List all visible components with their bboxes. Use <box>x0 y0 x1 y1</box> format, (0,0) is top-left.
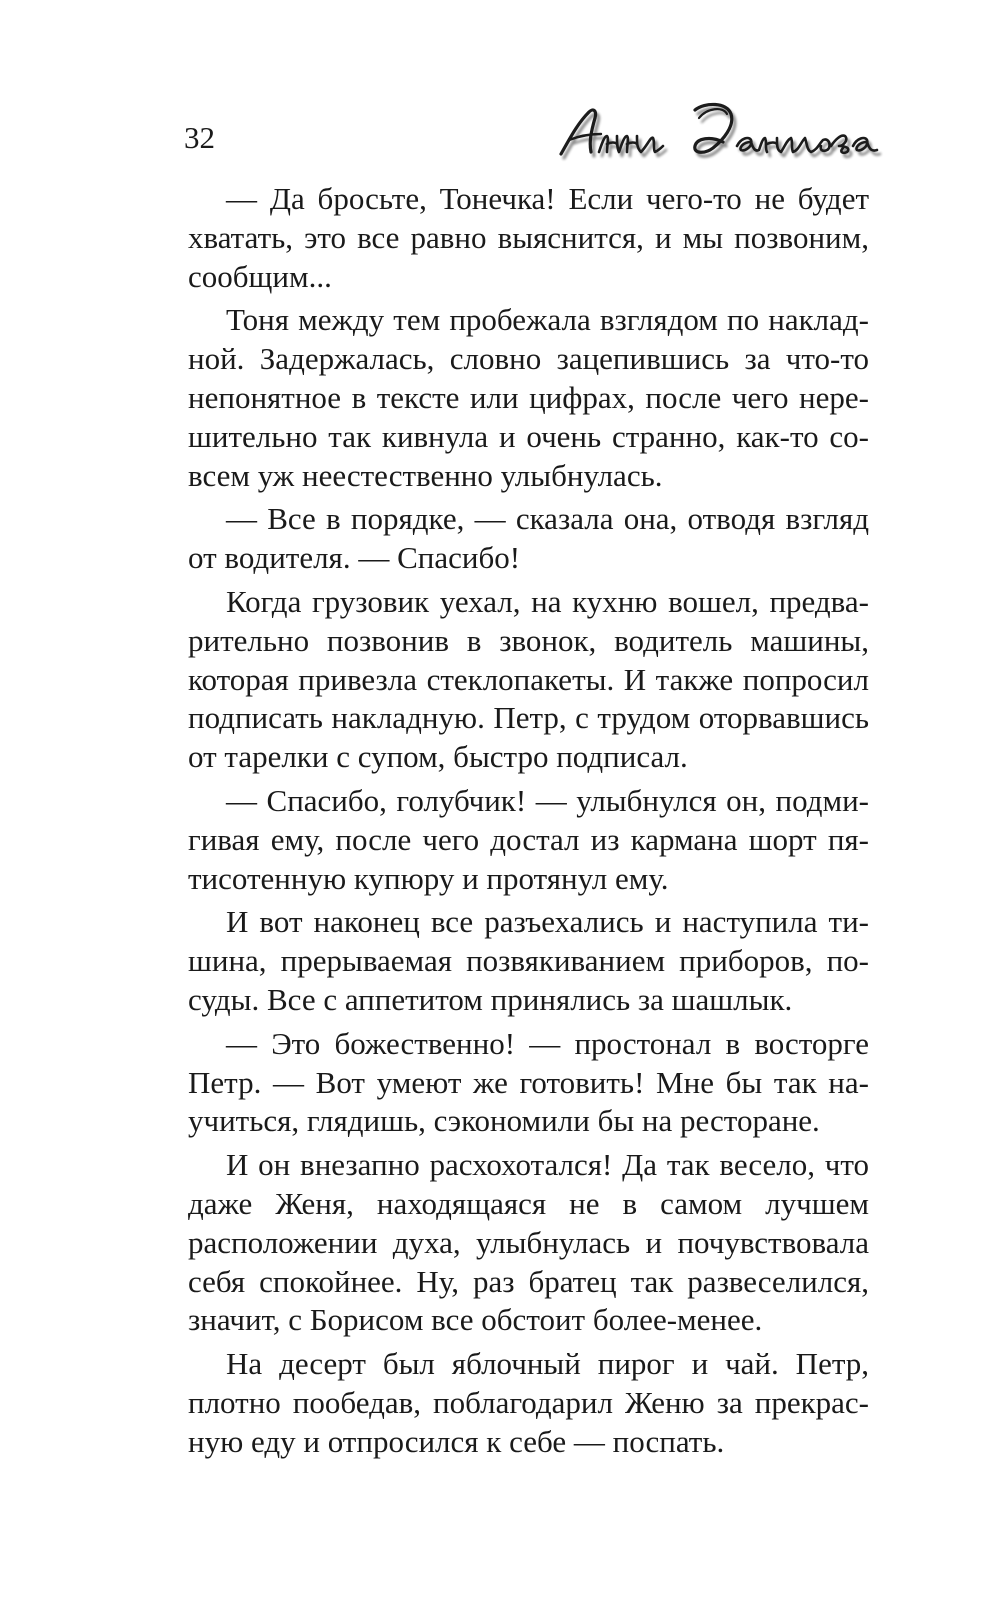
page-body <box>188 180 869 1462</box>
page-number: 32 <box>184 120 215 155</box>
paragraph: — Это божественно! — простонал в восторге Петр. — Вот умеют же готовить! Мне бы так научиться, глядишь, сэкономили бы на ресторане. <box>188 1025 869 1139</box>
author-name-logo <box>555 96 885 176</box>
paragraph: — Спасибо, голубчик! — улыбнулся он, подмигивая ему, после чего достал из кармана шорт пятисотенную купюру и протянул ему. <box>188 782 869 896</box>
paragraph: — Все в порядке, — сказала она, отводя взгляд от водителя. — Спасибо! <box>188 501 869 576</box>
paragraph: Тоня между тем пробежала взглядом по накладной. Задержалась, словно зацепившись за что-то непонятное в тексте или цифрах, после чего нерешительно так кивнула и очень странно, как-то совсем уж неестественно улыбнулась. <box>188 302 869 493</box>
paragraph: И вот наконец все разъехались и наступила тишина, прерываемая позвякиванием приборов, посуды. Все с аппетитом принялись за шашлык. <box>188 904 869 1017</box>
paragraph: — Да бросьте, Тонечка! Если чего-то не будет хватать, это все равно выяснится, и мы позвоним, сообщим... <box>188 181 869 294</box>
paragraph: Когда грузовик уехал, на кухню вошел, предварительно позвонив в звонок, водитель машины, которая привезла стеклопакеты. И также попросил подписать накладную. Петр, с трудом оторвавшись от тарелки с супом, быстро подписал. <box>188 583 869 775</box>
paragraph: На десерт был яблочный пирог и чай. Петр, плотно пообедав, поблагодарил Женю за прекрасную еду и отпросился к себе — поспать. <box>188 1346 869 1459</box>
paragraph: И он внезапно расхохотался! Да так весело, что даже Женя, находящаяся не в самом лучшем расположении духа, улыбнулась и почувствовала себя спокойнее. Ну, раз братец так развеселился, значит, с Борисом все обстоит более-менее. <box>188 1147 869 1338</box>
